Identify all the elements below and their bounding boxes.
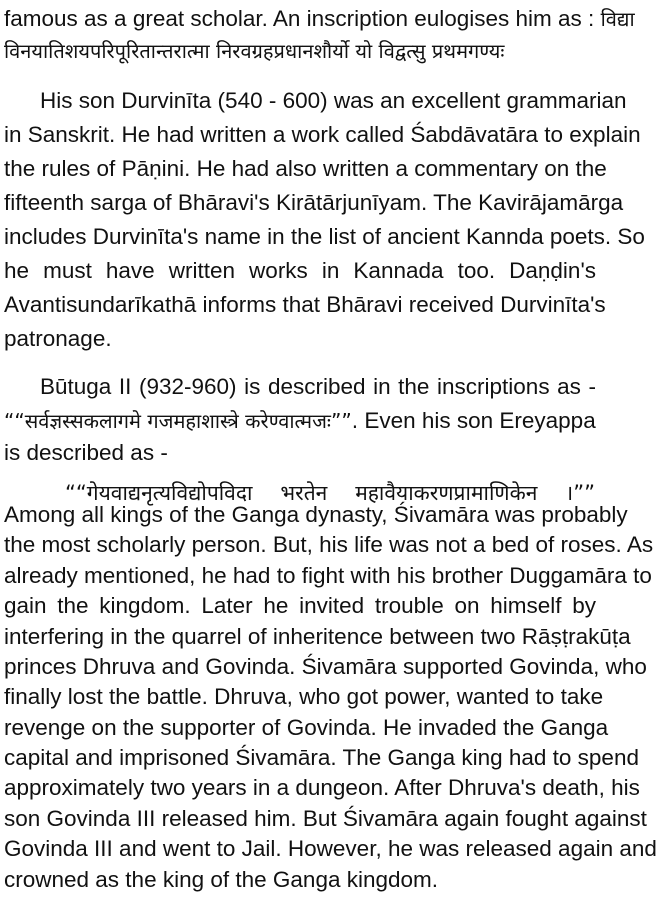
verse-part: ।”” [565, 481, 595, 505]
text-line: is described as - [4, 440, 168, 465]
text-line: Govinda III and went to Jail. However, he was released again and [4, 836, 657, 862]
text-line: the most scholarly person. But, his life was not a bed of roses. As [4, 532, 654, 558]
text-line: Avantisundarīkathā informs that Bhāravi received Durvinīta's [4, 292, 606, 317]
text-line: already mentioned, he had to fight with his brother Duggamāra to [4, 562, 652, 588]
text-line: interfering in the quarrel of inheritence between two Rāṣṭrakūṭa [4, 623, 631, 649]
sanskrit-line: विनयातिशयपरिपूरितान्तरात्मा निरवग्रहप्रधानशौर्यो यो विद्वत्सु प्रथमगण्यः [4, 39, 505, 63]
text-line: fifteenth sarga of Bhāravi's Kirātārjunīyam. The Kavirājamārga [4, 190, 624, 215]
sanskrit-segment: विद्या [600, 7, 635, 31]
text-line: he must have written works in Kannada too. Daṇḍin's [4, 258, 596, 283]
text-segment: famous as a great scholar. An inscription eulogises him as : [4, 6, 595, 31]
text-line: patronage. [4, 326, 112, 351]
text-line: gain the kingdom. Later he invited trouble on himself by [4, 593, 596, 619]
text-line: His son Durvinīta (540 - 600) was an excellent grammarian [40, 88, 627, 113]
text-line: crowned as the king of the Ganga kingdom. [4, 866, 439, 892]
text-line [4, 404, 596, 438]
text-line: capital and imprisoned Śivamāra. The Ganga king had to spend [4, 745, 639, 771]
text-line: finally lost the battle. Dhruva, who got power, wanted to take [4, 684, 604, 710]
text-line: princes Dhruva and Govinda. Śivamāra supported Govinda, who [4, 653, 647, 679]
sanskrit-segment: ““सर्वज्ञस्सकलागमे गजमहाशास्त्रे करेण्वात्मजः””. [4, 409, 359, 433]
text-line: Among all kings of the Ganga dynasty, Śivamāra was probably [4, 502, 628, 527]
text-line: Būtuga II (932-960) is described in the inscriptions as - [40, 374, 596, 399]
text-line: son Govinda III released him. But Śivamāra again fought against [4, 805, 647, 831]
text-line: approximately two years in a dungeon. After Dhruva's death, his [4, 775, 640, 801]
verse-part: ““गेयवाद्यनृत्यविद्योपविदा [65, 481, 253, 505]
verse-part: महावैयाकरणप्रामाणिकेन [355, 481, 538, 505]
verse-part: भरतेन [280, 481, 328, 505]
text-line [4, 2, 635, 36]
text-line: the rules of Pāṇini. He had also written a commentary on the [4, 156, 607, 181]
text-line: in Sanskrit. He had written a work called Śabdāvatāra to explain [4, 122, 641, 147]
text-line: revenge on the supporter of Govinda. He invaded the Ganga [4, 714, 609, 740]
text-segment: Even his son Ereyappa [358, 408, 596, 433]
text-line: includes Durvinīta's name in the list of ancient Kannda poets. So [4, 224, 645, 249]
